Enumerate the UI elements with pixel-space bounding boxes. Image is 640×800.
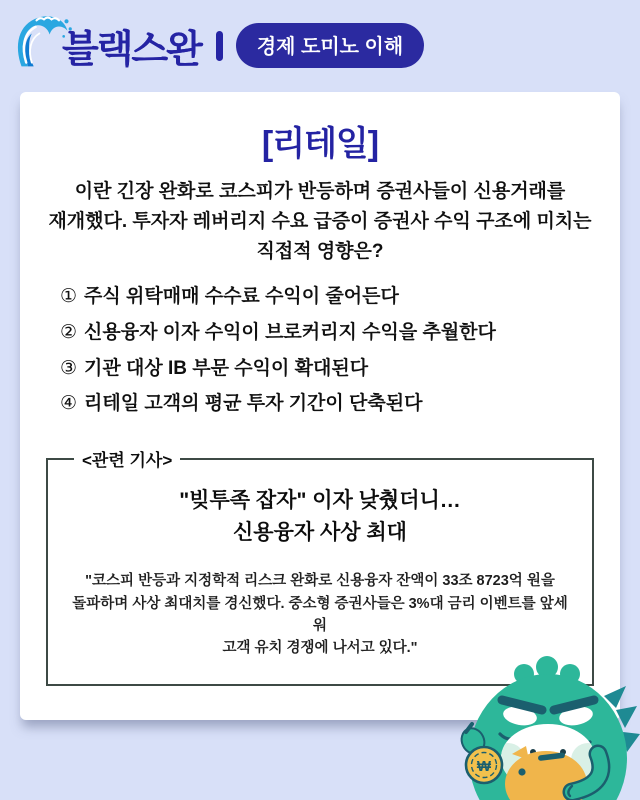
dino-mascot xyxy=(456,646,640,800)
header xyxy=(14,8,424,74)
option-2-text: 신용융자 이자 수익이 브로커리지 수익을 추월한다 xyxy=(84,321,496,343)
quiz-topic-title: [리테일] xyxy=(261,125,379,163)
article-headline: "빚투족 잡자" 이자 낮췄더니… 신용융자 사상 최대 xyxy=(179,489,461,544)
option-3-text: 기관 대상 IB 부문 수익이 확대된다 xyxy=(84,357,369,379)
option-2-marker: ② xyxy=(60,321,78,343)
header-divider xyxy=(216,31,223,61)
quiz-option-1 xyxy=(60,285,620,309)
quiz-question: 이란 긴장 완화로 코스피가 반등하며 증권사들이 신용거래를 재개했다. 투자자 레버리지 수요 급증이 증권사 수익 구조에 미치는 직접적 영향은? xyxy=(48,181,592,263)
article-excerpt: "코스피 반등과 지정학적 리스크 완화로 신용융자 잔액이 33조 8723억 원을 돌파하며 사상 최대치를 경신했다. 중소형 증권사들은 3%대 금리 이벤트를 앞세워 고객 유치 경쟁에 나서고 있다." xyxy=(72,573,568,657)
quiz-option-2 xyxy=(60,321,620,345)
brand-title: 블랙스완 xyxy=(62,28,201,71)
option-1-marker: ① xyxy=(60,286,78,308)
option-3-marker: ③ xyxy=(60,357,78,379)
option-1-text: 주식 위탁매매 수수료 수익이 줄어든다 xyxy=(84,286,399,308)
option-4-marker: ④ xyxy=(60,393,78,415)
quiz-card xyxy=(20,92,620,720)
series-badge: 경제 도미노 이해 xyxy=(236,23,424,68)
quiz-option-4 xyxy=(60,392,620,416)
related-article-label: <관련 기사> xyxy=(82,451,173,471)
svg-text:₩: ₩ xyxy=(476,758,492,775)
quiz-option-3 xyxy=(60,357,620,381)
option-4-text: 리테일 고객의 평균 투자 기간이 단축된다 xyxy=(84,393,423,415)
quiz-options xyxy=(60,285,620,416)
